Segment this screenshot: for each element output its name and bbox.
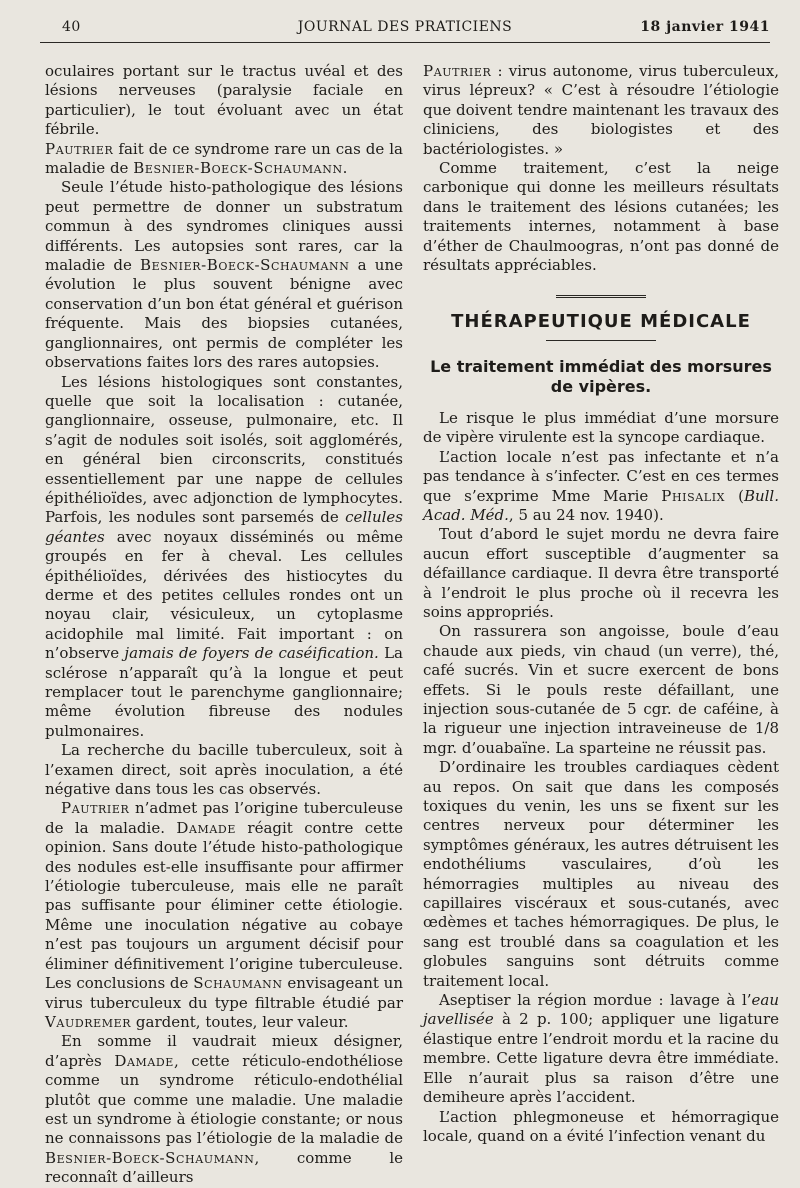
- paragraph: [45, 799, 403, 1032]
- text-run: La sclérose n’apparaît qu’à la longue et peut remplacer tout le parenchyme ganglionnaire; même évolution fibreuse des nodules pulmonaires.: [45, 644, 403, 740]
- author-name: Pautrier: [61, 799, 130, 818]
- article-title: Le traitement immédiat des morsures de vipères.: [430, 356, 772, 396]
- text-run: : virus autonome, virus tuberculeux, virus lépreux? « C’est à résoudre l’étiologie que doivent tendre maintenant les travaux des cliniciens, des biologistes et des bactériologistes. »: [423, 62, 779, 158]
- text-run: En somme il vaudrait mieux désigner, d’après: [45, 1032, 403, 1070]
- text-run: .: [342, 159, 348, 178]
- paragraph: [423, 62, 779, 159]
- left-column: [45, 62, 403, 1188]
- header-rule: [40, 42, 770, 43]
- section-separator: [556, 295, 646, 298]
- paragraph: Tout d’abord le sujet mordu ne devra faire aucun effort susceptible d’augmenter sa défaillance cardiaque. Il devra être transporté à l’endroit le plus proche où il recevra les soins appropriés.: [423, 525, 779, 621]
- citation-journal: Bull. Acad. Méd.: [423, 486, 779, 524]
- text-run: a une évolution le plus souvent bénigne avec conservation d’un bon état général et guérison fréquente. Mais des biopsies cutanées, ganglionnaires, ont permis de compléter les observations faites lors des rares autopsies.: [45, 256, 403, 372]
- paragraph: [45, 373, 403, 742]
- text-run: , comme le reconnaît d’ailleurs: [45, 1148, 403, 1187]
- paragraph: oculaires portant sur le tractus uvéal et des lésions nerveuses (paralysie faciale en particulier), le tout évoluant avec un état fébrile.: [45, 62, 403, 139]
- text-run: gardent, toutes, leur valeur.: [131, 1012, 349, 1031]
- author-name: Vaudremer: [45, 1012, 132, 1031]
- author-name: Damade: [176, 818, 236, 837]
- text-run: Aseptiser la région mordue : lavage à l’: [439, 991, 752, 1010]
- paragraph: La recherche du bacille tuberculeux, soit à l’examen direct, soit après inoculation, a été négative dans tous les cas observés.: [45, 741, 403, 799]
- paragraph: [45, 140, 403, 179]
- text-run: Seule l’étude histo-pathologique des lésions peut permettre de donner un substratum commun à des syndromes cliniques aussi différents. Les autopsies sont rares, car la maladie de: [45, 178, 403, 275]
- author-name: Schaumann: [193, 974, 283, 993]
- paragraph: L’action phlegmoneuse et hémorragique locale, quand on a évité l’infection venant du: [423, 1107, 779, 1145]
- section-title: THÉRAPEUTIQUE MÉDICALE: [451, 311, 751, 333]
- author-name: Pautrier: [45, 139, 114, 158]
- paragraph: [423, 991, 779, 1107]
- italic-term: jamais de foyers de caséification.: [124, 644, 379, 663]
- text-run: envisageant un virus tuberculeux du type filtrable étudié par: [45, 974, 404, 1012]
- disease-name: Besnier-Boeck-Schaumann: [133, 159, 343, 178]
- section-rule: [546, 340, 656, 341]
- text-run: n’admet pas l’origine tuberculeuse de la maladie.: [45, 799, 403, 837]
- paragraph: Comme traitement, c’est la neige carbonique qui donne les meilleurs résultats dans le traitement des lésions cutanées; les traitements internes, notamment à base d’éther de Chaulmoogras, n’ont pas donné de résultats appréciables.: [423, 159, 779, 275]
- italic-term: cellules géantes: [45, 508, 403, 546]
- paragraph: [45, 178, 403, 372]
- text-run: à 2 p. 100; appliquer une ligature élastique entre l’endroit mordu et la racine du membre. Cette ligature devra être immédiate. Elle n’aurait plus sa raison d’être une demiheure après l’accident.: [423, 1010, 779, 1107]
- author-name: Damade: [114, 1051, 174, 1070]
- text-run: réagit contre cette opinion. Sans doute l’étude histo-pathologique des nodules est-elle insuffisante pour affirmer l’étiologie tuberculeuse, mais elle ne paraît pas suffisante pour éliminer cette étiologie. Même une inoculation négative au cobaye n’est pas toujours un argument décisif pour éliminer définitivement l’origine tuberculeuse. Les conclusions de: [45, 818, 403, 993]
- disease-name: Besnier-Boeck-Schaumann: [45, 1148, 255, 1167]
- text-run: avec noyaux disséminés ou même groupés en fer à cheval. Les cellules épithélioïdes, dérivées des histiocytes du derme et des petites cellules rondes ont un noyau clair, vésiculeux, un cytoplasme acidophile mal limité. Fait important : on n’observe: [45, 527, 403, 663]
- text-run: Les lésions histologiques sont constantes, quelle que soit la localisation : cutanée, ganglionnaire, osseuse, pulmonaire, etc. Il s’agit de nodules soit isolés, soit agglomérés, en général bien circonscrits, constitués essentiellement par une nappe de cellules épithélioïdes, avec adjonction de lymphocytes. Parfois, les nodules sont parsemés de: [45, 372, 403, 527]
- paragraph: [423, 448, 779, 526]
- text-run: L’action locale n’est pas infectante et n’a pas tendance à s’infecter. C’est en ces termes que s’exprime Mme Marie: [423, 447, 779, 505]
- disease-name: Besnier-Boeck-Schaumann: [140, 256, 350, 275]
- text-run: , cette réticulo-endothéliose comme un syndrome réticulo-endothélial plutôt que comme une maladie. Une maladie est un syndrome à étiologie constante; or nous ne connaissons pas l’étiologie de la maladie de: [45, 1051, 403, 1148]
- text-run: fait de ce syndrome rare un cas de la maladie de: [45, 139, 403, 178]
- page-header: [40, 19, 770, 39]
- text-run: , 5 au 24 nov. 1940).: [508, 505, 664, 524]
- right-column: [423, 62, 779, 1146]
- page-number: 40: [62, 19, 81, 35]
- italic-term: eau javellisée: [423, 991, 779, 1029]
- author-name: Phisalix: [661, 486, 726, 505]
- journal-title: JOURNAL DES PRATICIENS: [297, 19, 513, 35]
- paragraph: Le risque le plus immédiat d’une morsure de vipère virulente est la syncope cardiaque.: [423, 408, 779, 447]
- author-name: Pautrier: [423, 62, 492, 80]
- issue-date: 18 janvier 1941: [640, 19, 770, 35]
- paragraph: On rassurera son angoisse, boule d’eau chaude aux pieds, vin chaud (un verre), thé, café sucrés. Vin et sucre exercent de bons effets. Si le pouls reste défaillant, une injection sous-cutanée de 5 cgr. de caféine, à la rigueur une injection intraveineuse de 1/8 mgr. d’ouabaïne. La sparteine ne réussit pas.: [423, 622, 779, 757]
- text-run: (: [725, 486, 744, 505]
- paragraph: [45, 1032, 403, 1187]
- paragraph: D’ordinaire les troubles cardiaques cèdent au repos. On sait que dans les composés toxiques du venin, les uns se fixent sur les centres nerveux pour déterminer les symptômes généraux, les autres détruisent les endothéliums vasculaires, d’où les hémorragies multiples au niveau des capillaires viscéraux et sous-cutanés, avec œdèmes et taches hémorragiques. De plus, le sang est troublé dans sa coagulation et les globules sanguins sont détruits comme traitement local.: [423, 758, 779, 990]
